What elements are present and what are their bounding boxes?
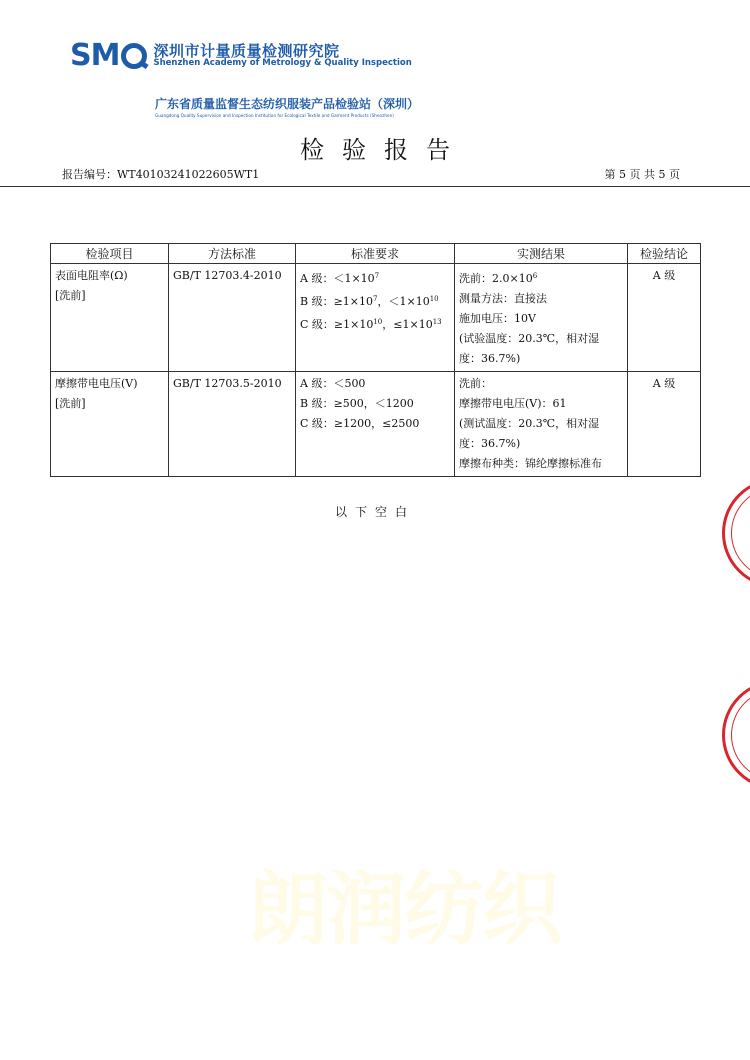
logo-q-icon [121, 43, 147, 69]
method-cell: GB/T 12703.5-2010 [169, 372, 296, 477]
verdict-cell: A 级 [628, 264, 701, 372]
item-condition: [洗前] [55, 397, 86, 410]
result-value: 洗前：$2.0\times 10^6$ [459, 272, 538, 285]
column-header-item: 检验项目 [51, 244, 169, 264]
result-line: 度：36.7%) [459, 437, 521, 450]
result-cell [455, 264, 628, 372]
column-header-requirement: 标准要求 [296, 244, 455, 264]
institute-name-en: Shenzhen Academy of Metrology & Quality Inspection [153, 58, 412, 69]
table-row [51, 264, 701, 372]
column-header-method: 方法标准 [169, 244, 296, 264]
requirement-grade-a: A 级：$<1\times 10^7$ [300, 272, 380, 285]
result-conditions: (试验温度：20.3℃，相对湿 [459, 332, 600, 345]
requirement-grade-b: B 级：≥500，＜1200 [300, 397, 414, 410]
requirement-grade-c: C 级：$\ge 1\times 10^{10}$，$\le 1\times 10^{13}$ [300, 318, 442, 331]
report-number: 报告编号：WT40103241022605WT1 [62, 168, 260, 181]
result-line: (测试温度：20.3℃，相对湿 [459, 417, 600, 430]
result-line: 洗前： [459, 377, 492, 390]
inspection-station [155, 95, 420, 118]
table-header-row [51, 244, 701, 264]
requirement-cell [296, 264, 455, 372]
logo-mark: SM [70, 38, 147, 73]
watermark: 朗润纺织 [248, 863, 560, 956]
page-indicator: 第 5 页 共 5 页 [604, 168, 680, 181]
column-header-verdict: 检验结论 [628, 244, 701, 264]
institute-name-cn: 深圳市计量质量检测研究院 [153, 41, 340, 60]
item-name: 摩擦带电电压(V) [55, 377, 138, 390]
method-cell: GB/T 12703.4-2010 [169, 264, 296, 372]
result-method: 测量方法：直接法 [459, 292, 547, 305]
logo-text [153, 43, 411, 69]
requirement-cell [296, 372, 455, 477]
requirement-grade-b: B 级：$\ge 1\times 10^7$，$<1\times 10^{10}$ [300, 295, 439, 308]
item-cell [51, 372, 169, 477]
requirement-grade-a: A 级：＜500 [300, 377, 366, 390]
results-table [50, 243, 701, 477]
result-conditions-cont: 度：36.7%) [459, 352, 521, 365]
institute-logo [70, 38, 412, 73]
result-voltage: 施加电压：10V [459, 312, 536, 325]
report-title: 检验报告 [300, 136, 468, 164]
item-condition: [洗前] [55, 289, 86, 302]
requirement-grade-c: C 级：≥1200，≤2500 [300, 417, 420, 430]
station-name-en: Guangdong Quality Supervision and Inspection Institution for Ecological Textile and Garment Products (Shenzhen) [155, 113, 394, 118]
seal-stamp [722, 478, 750, 588]
station-name-cn: 广东省质量监督生态纺织服装产品检验站（深圳） [155, 97, 420, 111]
result-line: 摩擦布种类：锦纶摩擦标准布 [459, 457, 602, 470]
item-name: 表面电阻率(Ω) [55, 269, 128, 282]
result-cell [455, 372, 628, 477]
blank-note: 以下空白 [334, 505, 415, 519]
header-divider [0, 186, 750, 187]
table-row [51, 372, 701, 477]
seal-stamp [722, 680, 750, 790]
column-header-result: 实测结果 [455, 244, 628, 264]
verdict-cell: A 级 [628, 372, 701, 477]
item-cell [51, 264, 169, 372]
result-line: 摩擦带电电压(V)：61 [459, 397, 567, 410]
